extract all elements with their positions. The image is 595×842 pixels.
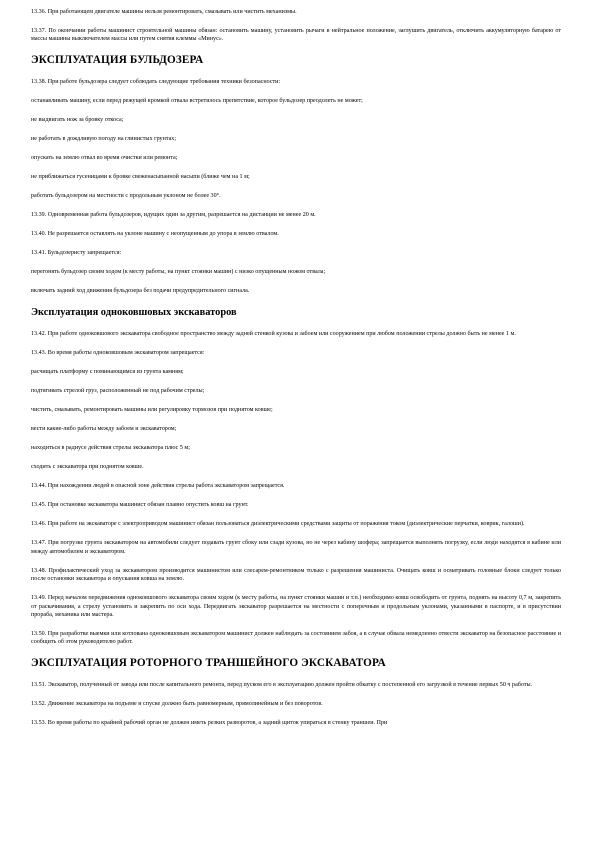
paragraph: 13.48. Профилактический уход за экскаватором производится машинистом или слесарем-ремонтником только с разрешения машиниста. Очищать ковш и осматривать головные блоки следует только после остановки экскаватора и опускания ковша на землю. [31, 567, 561, 583]
paragraph: останавливать машину, если перед режущей кромкой отвала встретилось препятствие, которое бульдозер преодолеть не может; [31, 98, 363, 105]
section-heading: Эксплуатация одноковшовых экскаваторов [31, 307, 237, 319]
paragraph: 13.42. При работе одноковшового экскаватора свободное пространство между задней стенкой кузова и забоем или сооружением при любом положении стрелы должно быть не менее 1 м. [31, 331, 516, 338]
paragraph: 13.47. При погрузке грунта экскаватором на автомобили следует подавать грунт сбоку или сзади кузова, но не через кабину шофера; запрещается выполнять погрузку, если люди находятся в кабине или между автомобилем и экскаватором. [31, 540, 561, 555]
paragraph: не выдвигать нож за бровку откоса; [31, 117, 124, 124]
paragraph: 13.53. Во время работы по крайней рабочий орган не должен иметь резких разворотов, а задний щиток упираться в стенку траншеи. При [31, 720, 388, 727]
paragraph: включать задний ход движения бульдозера без подачи предупредительного сигнала. [31, 288, 250, 295]
paragraph: 13.41. Бульдозеристу запрещается: [31, 250, 122, 257]
paragraph: опускать на землю отвал во время очистки или ремонта; [31, 155, 178, 162]
paragraph: 13.51. Экскаватор, полученный от завода или после капитального ремонта, перед пуском его в эксплуатацию должен пройти обкатку с постепенной его загрузкой в течение первых 50 ч работы. [31, 682, 533, 689]
paragraph: находиться в радиусе действия стрелы экскаватора плюс 5 м; [31, 445, 190, 452]
paragraph: работать бульдозером на местности с продольным уклоном не более 30°. [31, 193, 221, 200]
paragraph: расчищать платформу с поминающимся из грунта камням; [31, 369, 184, 376]
paragraph: не приближаться гусеницами к бровке свеженасыпанной насыпи (ближе чем на 1 м; [31, 174, 250, 181]
paragraph: 13.50. При разработке выемки или котлована одноковшовым экскаватором машинист должен наблюдать за состоянием забоя, а в случае обвала немедленно отвести экскаватор на безопасное расстояние и сообщить об этом руководителю работ. [31, 631, 561, 646]
paragraph: подтягивать стрелой груз, расположенный не под рабочим стрелы; [31, 388, 205, 395]
paragraph: вести какие-либо работы между забоем и экскаватором; [31, 426, 177, 433]
paragraph: 13.49. Перед началом передвижения одноковшового экскаватора своим ходом (к месту работы, на пункт стоянки машин и т.п.) необходимо ковш освободить от грунта, поднять на высоту 0,7 м, закрепить от раскачивания, а стрелу установить и закрепить по оси хода. Передвигать экскаватор разрешается на местности с поперечным и продольным уклонами, указанными в паспорте, и в присутствии прораба, механика или мастера. [31, 595, 561, 619]
paragraph: не работать в дождливую погоду на глинистых грунтах; [31, 136, 177, 143]
paragraph: 13.36. При работающем двигателе машины нельзя ремонтировать, смазывать или чистить механизмы. [31, 9, 297, 15]
paragraph: чистить, смазывать, ремонтировать машины или регулировку тормозов при поднятом ковше; [31, 407, 273, 414]
paragraph: 13.46. При работе на экскаваторе с электроприводом машинист обязан пользоваться диэлектрическими средствами защиты от поражения током (диэлектрические перчатки, коврик, галоши). [31, 521, 525, 528]
paragraph: 13.45. При остановке экскаватора машинист обязан плавно опустить ковш на грунт. [31, 502, 249, 509]
paragraph: 13.52. Движение экскаватора на подъеме и спуске должно быть равномерным, прямолинейным и без поворотов. [31, 701, 323, 708]
paragraph: 13.39. Одновременная работа бульдозеров, идущих один за другим, разрешается на дистанции не менее 20 м. [31, 212, 316, 219]
paragraph: 13.38. При работе бульдозера следует соблюдать следующие требования техники безопасности: [31, 79, 281, 86]
section-heading: ЭКСПЛУАТАЦИЯ РОТОРНОГО ТРАНШЕЙНОГО ЭКСКАВАТОРА [31, 657, 386, 670]
paragraph: перегонять бульдозер своим ходом (к месту работы, на пункт стоянки машин) с низко опущенным ножом отвала; [31, 269, 326, 276]
section-heading: ЭКСПЛУАТАЦИЯ БУЛЬДОЗЕРА [31, 54, 204, 67]
paragraph: 13.40. Не разрешается оставлять на уклоне машину с неопущенным до упора в землю отвалом. [31, 231, 279, 238]
paragraph: сходить с экскаватора при поднятом ковше. [31, 464, 144, 471]
paragraph: 13.37. По окончании работы машинист строительной машины обязан: остановить машину, установить рычаги в нейтральное положение, заглушить двигатель, отключить аккумуляторную батарею от массы машины выключателем массы или путем снятия клеммы «Минус». [31, 28, 561, 43]
paragraph: 13.44. При нахождении людей в опасной зоне действия стрелы работа экскаватором запрещается. [31, 483, 285, 490]
paragraph: 13.43. Во время работы одноковшовым экскаватором запрещается: [31, 350, 205, 357]
